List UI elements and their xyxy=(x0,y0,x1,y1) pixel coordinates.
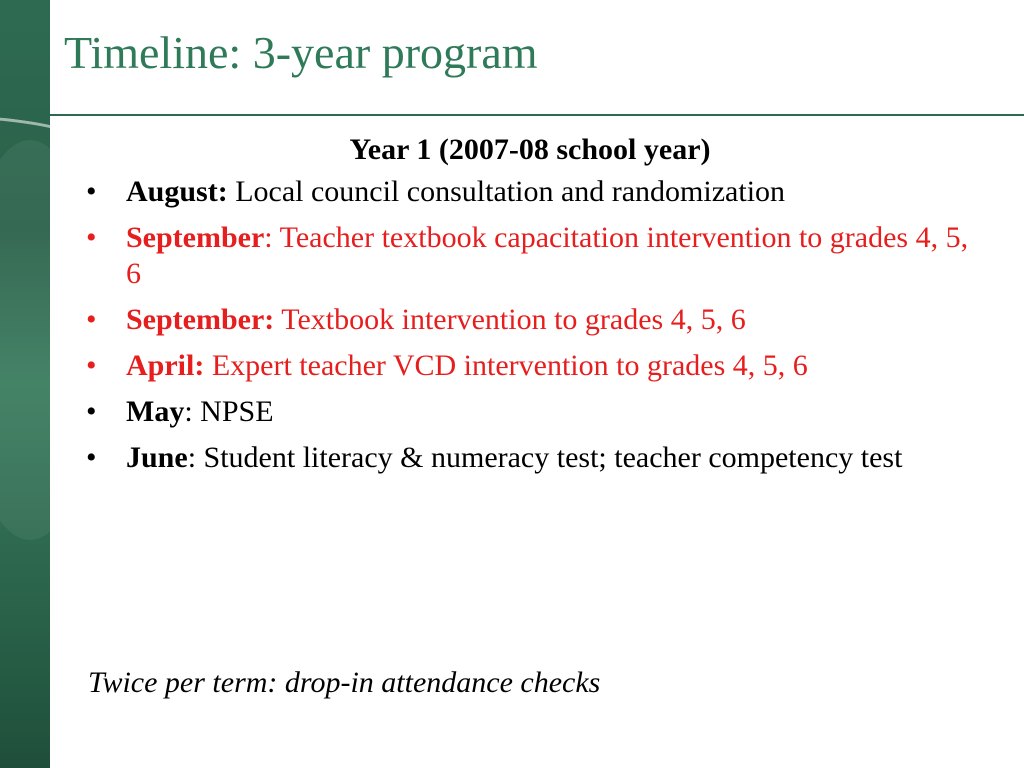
slide-title: Timeline: 3-year program xyxy=(64,27,538,78)
item-sep: : xyxy=(187,441,197,474)
bullet-icon: • xyxy=(86,175,97,208)
decorative-sidebar xyxy=(0,0,50,768)
sidebar-highlight xyxy=(0,140,50,540)
title-divider xyxy=(50,114,1024,116)
item-month: April: xyxy=(126,349,205,382)
item-text: Student literacy & numeracy test; teacher competency test xyxy=(196,441,903,474)
timeline-item-april xyxy=(80,348,980,384)
bullet-icon: • xyxy=(86,349,97,382)
slide-content xyxy=(80,132,980,486)
item-text: Textbook intervention to grades 4, 5, 6 xyxy=(274,303,746,336)
footnote-attendance: Twice per term: drop-in attendance checks xyxy=(88,666,601,699)
timeline-item-may xyxy=(80,394,980,430)
item-month: September: xyxy=(126,303,275,336)
item-sep: : xyxy=(264,221,273,254)
item-text: Expert teacher VCD intervention to grades 4, 5, 6 xyxy=(204,349,808,382)
timeline-item-august xyxy=(80,174,980,210)
item-text: NPSE xyxy=(192,395,274,428)
item-month: June xyxy=(126,441,188,474)
bullet-icon: • xyxy=(86,441,97,474)
item-text: Teacher textbook capacitation intervention to grades 4, 5, 6 xyxy=(126,221,969,290)
item-month: May xyxy=(126,395,185,428)
timeline-item-september-textbook xyxy=(80,302,980,338)
year-heading: Year 1 (2007-08 school year) xyxy=(349,133,711,166)
bullet-icon: • xyxy=(86,303,97,336)
bullet-icon: • xyxy=(86,395,97,428)
timeline-item-june xyxy=(80,440,980,476)
bullet-icon: • xyxy=(86,221,97,254)
item-month: August: xyxy=(126,175,228,208)
timeline-list xyxy=(80,174,980,476)
item-sep: : xyxy=(184,395,193,428)
timeline-item-september-capacitation xyxy=(80,220,980,292)
item-month: September xyxy=(126,221,265,254)
item-text: Local council consultation and randomization xyxy=(227,175,786,208)
